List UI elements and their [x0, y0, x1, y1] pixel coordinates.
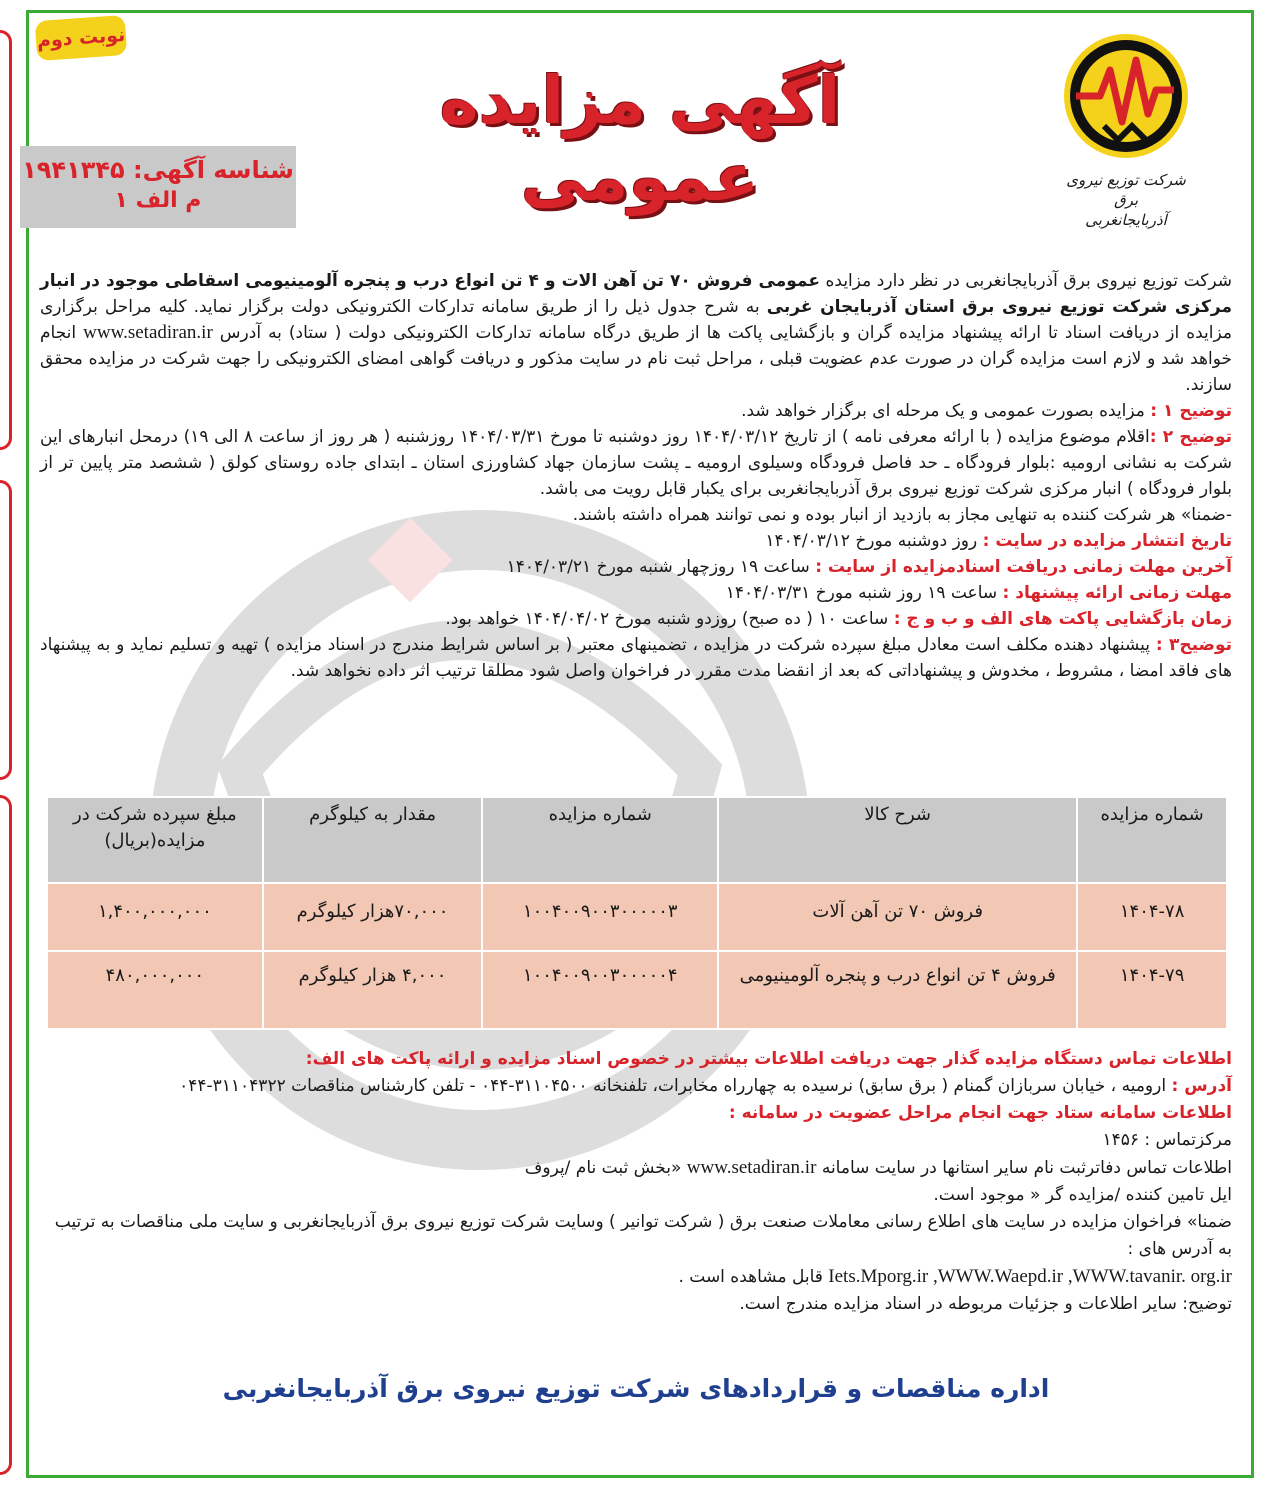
note-2	[40, 424, 1232, 502]
address-label: آدرس :	[1171, 1076, 1232, 1096]
table-header: شماره مزایده	[1077, 797, 1227, 883]
date-publish-label: تاریخ انتشار مزایده در سایت :	[982, 531, 1232, 551]
sites-line	[40, 1263, 1232, 1291]
date-docs-value: ساعت ۱۹ روزچهار شنبه مورخ ۱۴۰۴/۰۳/۲۱	[506, 557, 816, 577]
table-cell: ۱۰۰۴۰۰۹۰۰۳۰۰۰۰۰۴	[482, 951, 718, 1029]
date-opening-label: زمان بازگشایی پاکت های الف و ب و ج :	[893, 609, 1232, 629]
table-cell: ۱۰۰۴۰۰۹۰۰۳۰۰۰۰۰۳	[482, 883, 718, 951]
sites-links[interactable]: Iets.Mporg.ir ,WWW.Waepd.ir ,WWW.tavanir. org.ir	[828, 1266, 1232, 1287]
table-row	[47, 883, 1227, 951]
table-cell: ۱۴۰۴-۷۸	[1077, 883, 1227, 951]
intro-paragraph	[40, 268, 1232, 398]
contact-address	[40, 1073, 1232, 1100]
offices-text-b: «بخش ثبت نام /پروف	[524, 1158, 687, 1178]
side-tab-middle	[0, 480, 12, 780]
setad-heading: اطلاعات سامانه ستاد جهت انجام مراحل عضویت در سامانه :	[728, 1103, 1232, 1123]
date-opening-value: ساعت ۱۰ ( ده صبح) روزدو شنبه مورخ ۱۴۰۴/۰۴/۰۲ خواهد بود.	[445, 609, 894, 629]
footer-department: اداره مناقصات و قراردادهای شرکت توزیع نیروی برق آذربایجانغربی	[222, 1374, 1050, 1403]
logo-text-line2: آذربایجانغربی	[1085, 211, 1167, 229]
date-docs-deadline	[40, 554, 1232, 580]
page-title: آگهی مزایده عمومی	[439, 62, 841, 216]
table-row	[47, 951, 1227, 1029]
table-header: شرح کالا	[718, 797, 1077, 883]
date-offer-label: مهلت زمانی ارائه پیشنهاد :	[1002, 583, 1232, 603]
date-publish	[40, 528, 1232, 554]
date-offer-value: ساعت ۱۹ روز شنبه مورخ ۱۴۰۴/۰۳/۳۱	[725, 583, 1003, 603]
note-3	[40, 632, 1232, 684]
intro-part1: شرکت توزیع نیروی برق آذربایجانغربی در نظر دارد مزایده	[819, 271, 1232, 291]
company-logo	[1056, 30, 1196, 230]
date-docs-label: آخرین مهلت زمانی دریافت اسنادمزایده از سایت :	[815, 557, 1232, 577]
table-header: مبلغ سپرده شرکت در مزایده(بریال)	[47, 797, 263, 883]
offices-line-2: ایل تامین کننده /مزایده گر « موجود است.	[933, 1185, 1232, 1205]
table-cell: ۴۸۰,۰۰۰,۰۰۰	[47, 951, 263, 1029]
note-3-label: توضیح۳ :	[1155, 635, 1232, 655]
sites-tail: قابل مشاهده است .	[678, 1267, 829, 1287]
note-2-label: توضیح ۲ :	[1149, 427, 1233, 447]
intro-part3: انجام خواهد شد و لازم است مزایده گران در صورت عدم عضویت قبلی ، مراحل ثبت نام در سایت مذکور و دریافت گواهی امضای الکترونیکی را جهت شرکت در مزایده محقق سازند.	[40, 323, 1232, 395]
also-text: ضمنا» فراخوان مزایده در سایت های اطلاع رسانی معاملات صنعت برق ( شرکت توانیر ) وسایت شرکت توزیع نیروی برق آذربایجانغربی و سایت ملی مناقصات به ترتیب به آدرس های :	[54, 1212, 1232, 1259]
ad-id-box	[20, 146, 296, 228]
contact-section	[40, 1046, 1232, 1318]
date-opening	[40, 606, 1232, 632]
lightning-logo-icon	[1056, 30, 1196, 166]
offices-line	[40, 1154, 1232, 1182]
note-3-text: پیشنهاد دهنده مکلف است معادل مبلغ سپرده شرکت در مزایده ، تضمینهای معتبر ( بر اساس شرایط مندرج در اسناد مزایده ) تهیه و تسلیم نماید و به پیشنهاد های فاقد امضا ، مشروط ، مخدوش و پیشنهاداتی که بعد از انقضا مدت مقرر در فراخوان واصل شود مطلقا ترتیب اثر داده نخواهد شد.	[40, 635, 1232, 681]
logo-text-line1: شرکت توزیع نیروی برق	[1066, 171, 1186, 209]
note-also: -ضمنا» هر شرکت کننده به تنهایی مجاز به بازدید از انبار بوده و نمی توانند همراه داشته باشند.	[572, 505, 1232, 525]
offices-setad-link[interactable]: www.setadiran.ir	[686, 1157, 817, 1178]
side-tab-top	[0, 30, 12, 450]
contact-center: مرکزتماس : ۱۴۵۶	[1102, 1130, 1232, 1150]
note-2-text: اقلام موضوع مزایده ( با ارائه معرفی نامه ) از تاریخ ۱۴۰۴/۰۳/۱۲ روز دوشنبه تا مورخ ۱۴۰۴/۰۳/۳۱ روزشنبه ( هر روز از ساعت ۸ الی ۱۹) درمحل انبارهای این شرکت به نشانی ارومیه :بلوار فرودگاه ـ حد فاصل فرودگاه وسیلوی ارومیه ـ پشت سازمان جهاد کشاورزی استان ـ ابتدای جاده روستای کولق ( ششصد متر پایین تر از بلوار فرودگاه ) انبار مرکزی شرکت توزیع نیروی برق آذربایجانغربی برای یکبار قابل رویت می باشد.	[40, 427, 1232, 499]
contact-heading: اطلاعات تماس دستگاه مزایده گذار جهت دریافت اطلاعات بیشتر در خصوص اسناد مزایده و ارائه پاکت های الف:	[305, 1049, 1232, 1069]
table-cell: فروش ۷۰ تن آهن آلات	[718, 883, 1077, 951]
final-note: توضیح: سایر اطلاعات و جزئیات مربوطه در اسناد مزایده مندرج است.	[739, 1294, 1232, 1314]
address-text: ارومیه ، خیابان سربازان گمنام ( برق سابق) نرسیده به چهارراه مخابرات، تلفنخانه ۳۱۱۰۴۵۰۰-۰۴۴ - تلفن کارشناس مناقصات ۳۱۱۰۴۳۲۲-۰۴۴	[179, 1076, 1172, 1096]
ad-id-number: شناسه آگهی: ۱۹۴۱۳۴۵	[22, 156, 294, 184]
table-header: شماره مزایده	[482, 797, 718, 883]
auction-items-table	[46, 796, 1228, 1030]
note-1-text: مزایده بصورت عمومی و یک مرحله ای برگزار خواهد شد.	[741, 401, 1151, 421]
note-1	[40, 398, 1232, 424]
date-offer-deadline	[40, 580, 1232, 606]
table-header-row	[47, 797, 1227, 883]
note-1-label: توضیح ۱ :	[1150, 401, 1232, 421]
ad-id-code: م الف ۱	[114, 188, 202, 213]
body-text	[40, 268, 1232, 684]
intro-bold: عمومی فروش ۷۰ تن آهن الات و ۴ تن انواع درب و پنجره آلومینیومی اسقاطی موجود در انبار مرکزی شرکت توزیع نیروی برق استان آذربایجان غربی	[40, 271, 1232, 317]
side-tab-bottom	[0, 795, 12, 1475]
table-header: مقدار به کیلوگرم	[263, 797, 483, 883]
table-cell: فروش ۴ تن انواع درب و پنجره آلومینیومی	[718, 951, 1077, 1029]
table-cell: ۱,۴۰۰,۰۰۰,۰۰۰	[47, 883, 263, 951]
setad-link[interactable]: www.setadiran.ir	[83, 322, 213, 343]
round-badge: نوبت دوم	[35, 15, 128, 61]
table-cell: ۱۴۰۴-۷۹	[1077, 951, 1227, 1029]
table-cell: ۷۰,۰۰۰هزار کیلوگرم	[263, 883, 483, 951]
offices-text-a: اطلاعات تماس دفاترثبت نام سایر استانها در سایت سامانه	[816, 1158, 1232, 1178]
table-cell: ۴,۰۰۰ هزار کیلوگرم	[263, 951, 483, 1029]
intro-part2: به شرح جدول ذیل را از طریق سامانه تدارکات الکترونیکی دولت برگزار نماید. کلیه مراحل برگزاری مزایده از دریافت اسناد تا ارائه پیشنهاد مزایده گران و بازگشایی پاکت ها از طریق درگاه سامانه تدارکات الکترونیکی دولت ( ستاد) به آدرس	[40, 297, 1232, 343]
date-publish-value: روز دوشنبه مورخ ۱۴۰۴/۰۳/۱۲	[765, 531, 983, 551]
